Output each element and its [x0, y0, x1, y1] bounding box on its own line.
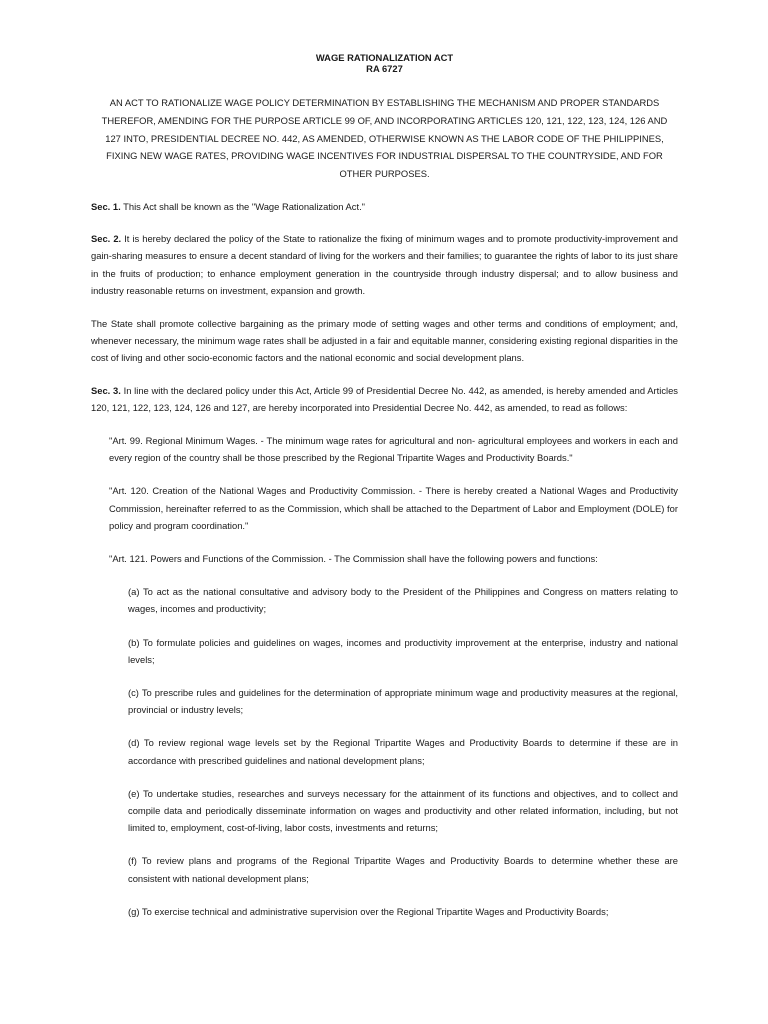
- section-2-text: It is hereby declared the policy of the State to rationalize the fixing of minimum wages and to promote productivity-improvement and gain-sharing measures to ensure a decent standard of living for the workers and their families; to guarantee the rights of labor to its just share in the fruits of production; to enhance employment generation in the countryside through industry dispersal; and to allow business and industry reasonable returns on investment, expansion and growth.: [91, 233, 678, 296]
- section-3-text: In line with the declared policy under this Act, Article 99 of Presidential Decree No. 442, as amended, is hereby amended and Articles 120, 121, 122, 123, 124, 126 and 127, are hereby incorporated into Presidential Decree No. 442, as amended, to read as follows:: [91, 384, 678, 413]
- document-title: WAGE RATIONALIZATION ACT: [315, 52, 454, 63]
- section-3-label: Sec. 3.: [91, 384, 121, 396]
- document-subtitle: RA 6727: [366, 63, 403, 74]
- section-1: [91, 198, 678, 215]
- function-item-b: (b) To formulate policies and guidelines on wages, incomes and productivity improvement at the enterprise, industry and national levels;: [128, 636, 678, 665]
- section-2: [91, 230, 678, 299]
- function-item-a: (a) To act as the national consultative and advisory body to the President of the Philippines and Congress on matters relating to wages, incomes and productivity;: [128, 586, 678, 615]
- function-item-c: (c) To prescribe rules and guidelines for the determination of appropriate minimum wage and productivity measures at the regional, provincial or industry levels;: [128, 687, 678, 716]
- function-item-g: (g) To exercise technical and administrative supervision over the Regional Tripartite Wages and Productivity Boards;: [128, 905, 609, 917]
- article-121: "Art. 121. Powers and Functions of the Commission. - The Commission shall have the following powers and functions:: [109, 553, 598, 565]
- section-1-text: This Act shall be known as the "Wage Rationalization Act.": [120, 200, 366, 212]
- preamble: AN ACT TO RATIONALIZE WAGE POLICY DETERMINATION BY ESTABLISHING THE MECHANISM AND PROPER STANDARDS THEREFOR, AMENDING FOR THE PURPOSE ARTICLE 99 OF, AND INCORPORATING ARTICLES 120, 121, 122, 123, 124, 126 AND 127 INTO, PRESIDENTIAL DECREE NO. 442, AS AMENDED, OTHERWISE KNOWN AS THE LABOR CODE OF THE PHILIPPINES, FIXING NEW WAGE RATES, PROVIDING WAGE INCENTIVES FOR INDUSTRIAL DISPERSAL TO THE COUNTRYSIDE, AND FOR OTHER PURPOSES.: [101, 97, 668, 180]
- function-item-f: (f) To review plans and programs of the Regional Tripartite Wages and Productivity Boards to determine whether these are consistent with national development plans;: [128, 855, 678, 884]
- document-page: [91, 52, 678, 920]
- section-2-paragraph-2: The State shall promote collective bargaining as the primary mode of setting wages and other terms and conditions of employment; and, whenever necessary, the minimum wage rates shall be adjusted in a fair and equitable manner, considering existing regional disparities in the cost of living and other socio-economic factors and the national economic and social development plans.: [91, 318, 678, 364]
- section-1-label: Sec. 1.: [91, 200, 121, 212]
- section-2-label: Sec. 2.: [91, 233, 122, 245]
- section-3: [91, 382, 678, 416]
- article-99: "Art. 99. Regional Minimum Wages. - The minimum wage rates for agricultural and non- agricultural employees and workers in each and every region of the country shall be those prescribed by the Regional Tripartite Wages and Productivity Boards.": [109, 435, 678, 464]
- function-item-e: (e) To undertake studies, researches and surveys necessary for the attainment of its functions and objectives, and to collect and compile data and periodically disseminate information on wages and productivity and other related information, including, but not limited to, employment, cost-of-living, labor costs, investments and returns;: [128, 787, 678, 834]
- function-item-d: (d) To review regional wage levels set by the Regional Tripartite Wages and Productivity Boards to determine if these are in accordance with prescribed guidelines and national development plans;: [128, 737, 678, 766]
- article-120: "Art. 120. Creation of the National Wages and Productivity Commission. - There is hereby created a National Wages and Productivity Commission, hereinafter referred to as the Commission, which shall be attached to the Department of Labor and Employment (DOLE) for policy and program coordination.": [109, 485, 678, 531]
